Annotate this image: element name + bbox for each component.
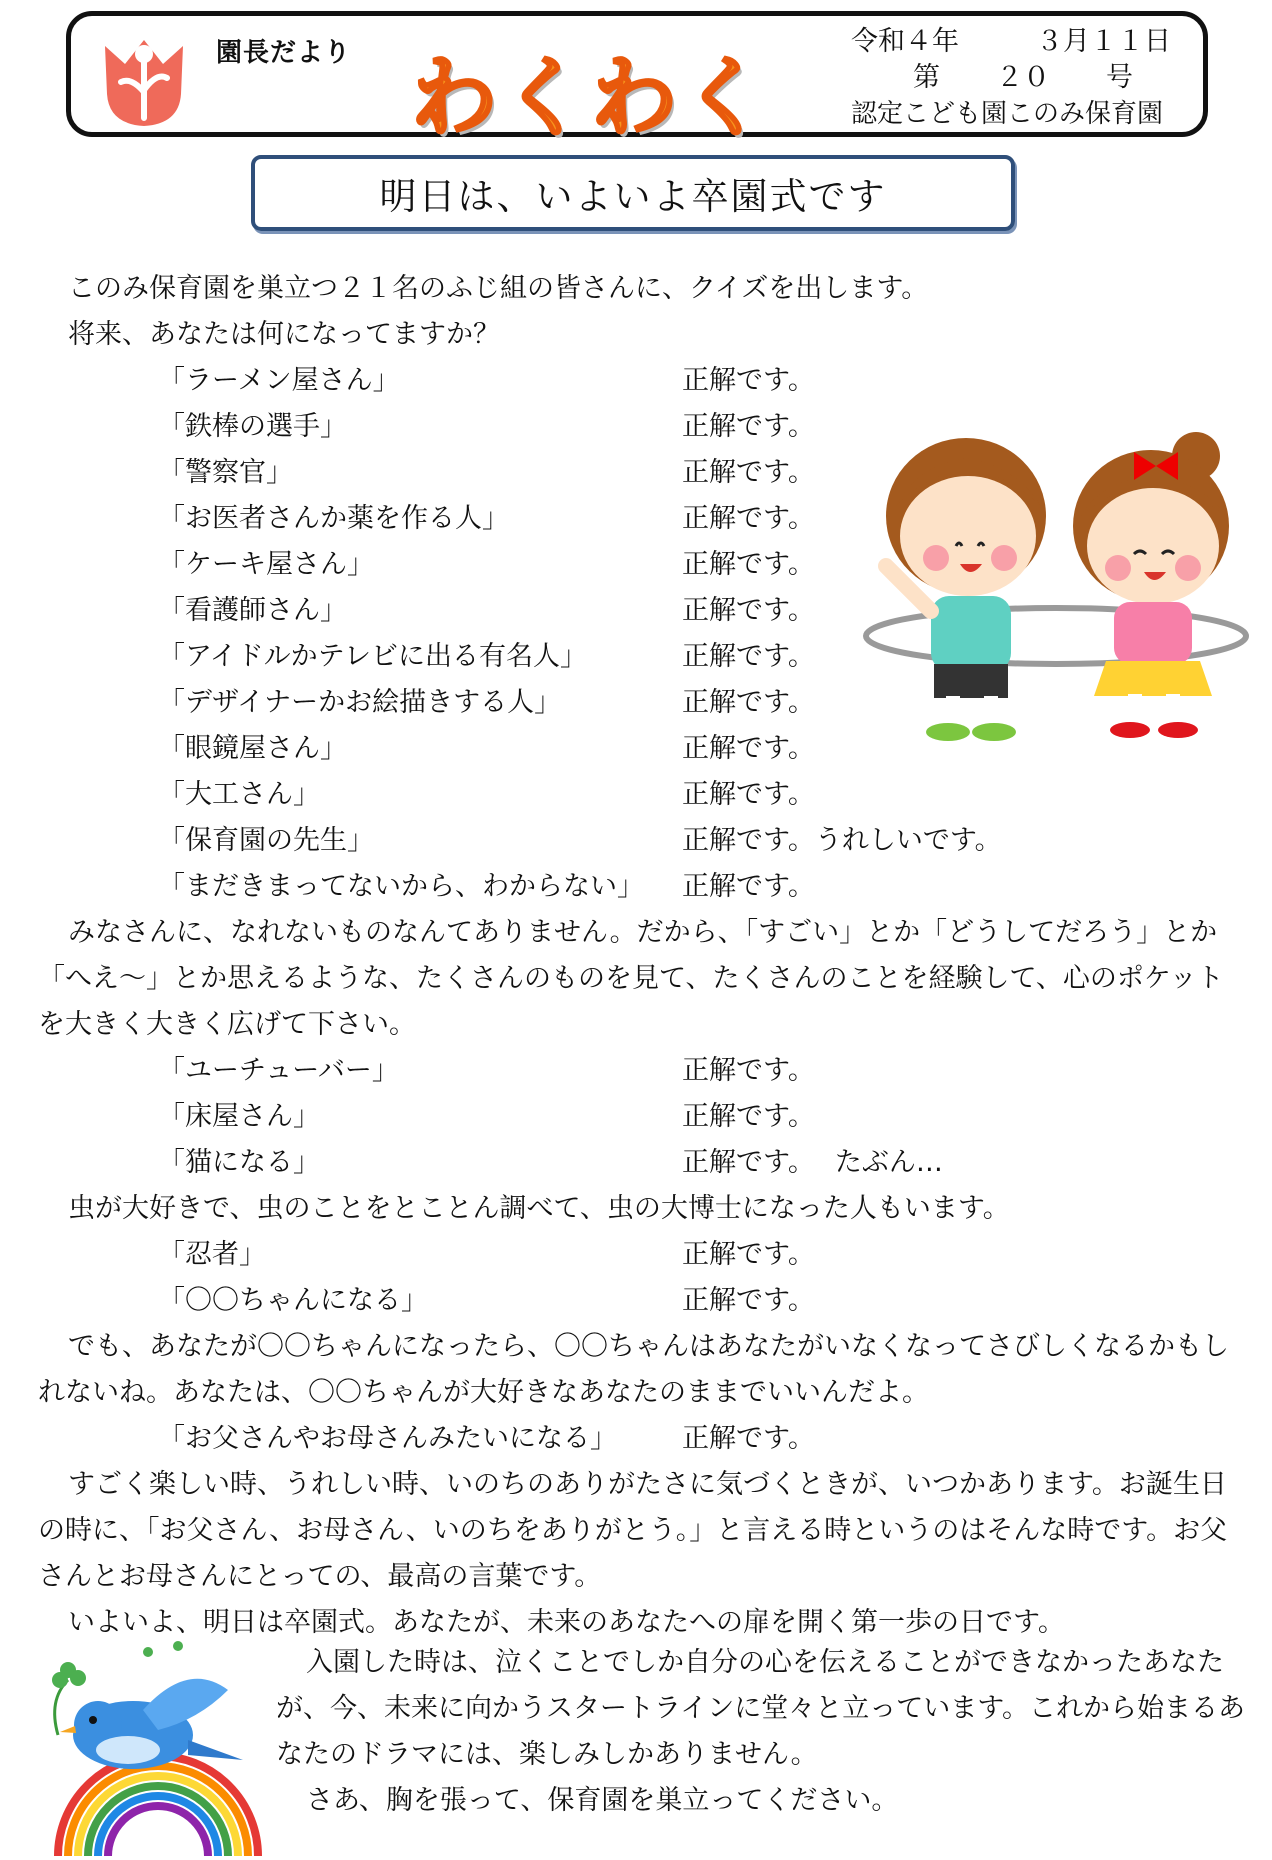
answer-row bbox=[38, 1094, 1248, 1140]
answer-response: 正解です。 bbox=[682, 365, 815, 396]
answer-question: 「大工さん」 bbox=[158, 779, 320, 810]
answer-response: 正解です。 bbox=[682, 595, 815, 626]
issue-date: ３月１１日 bbox=[1036, 26, 1171, 57]
issue-number: ２０ bbox=[996, 62, 1050, 93]
answer-question: 「鉄棒の選手」 bbox=[158, 411, 347, 442]
answer-response: 正解です。 bbox=[682, 503, 815, 534]
answer-response: 正解です。 bbox=[682, 641, 815, 672]
answer-response: 正解です。うれしいです。 bbox=[682, 825, 1002, 856]
answer-response: 正解です。 bbox=[682, 733, 815, 764]
issue-suffix: 号 bbox=[1106, 62, 1133, 93]
answer-question: 「保育園の先生」 bbox=[158, 825, 374, 856]
closing-paragraph: さあ、胸を張って、保育園を巣立ってください。 bbox=[306, 1785, 899, 1816]
issue-prefix: 第 bbox=[913, 62, 940, 93]
answer-row bbox=[38, 1278, 1248, 1324]
answer-response: 正解です。 bbox=[682, 411, 815, 442]
answer-response: 正解です。 bbox=[682, 1239, 815, 1270]
paragraph: すごく楽しい時、うれしい時、いのちのありがたさに気づくときが、いつかあります。お誕生日の時に、「お父さん、お母さん、いのちをありがとう。」と言える時というのはそんな時です。お父さんとお母さんにとっての、最高の言葉です。 bbox=[38, 1469, 1228, 1592]
newsletter-header bbox=[66, 11, 1208, 148]
answer-row bbox=[38, 1140, 1248, 1186]
paragraph: 虫が大好きで、虫のことをとことん調べて、虫の大博士になった人もいます。 bbox=[68, 1193, 1010, 1224]
answer-response: 正解です。 bbox=[682, 457, 815, 488]
answer-response: 正解です。 bbox=[682, 779, 815, 810]
answer-row bbox=[38, 1232, 1248, 1278]
paragraph: いよいよ、明日は卒園式。あなたが、未来のあなたへの扉を開く第一歩の日です。 bbox=[68, 1607, 1065, 1638]
newsletter-title: わくわく bbox=[411, 48, 771, 148]
answer-response: 正解です。 bbox=[682, 1285, 815, 1316]
answer-row bbox=[38, 864, 1248, 910]
answer-response: 正解です。 bbox=[682, 871, 815, 902]
answer-question: 「お父さんやお母さんみたいになる」 bbox=[158, 1423, 617, 1454]
answer-row bbox=[38, 1048, 1248, 1094]
answer-response: 正解です。 bbox=[682, 687, 815, 718]
answer-question: 「床屋さん」 bbox=[158, 1101, 320, 1132]
answer-question: 「ユーチューバー」 bbox=[158, 1055, 399, 1086]
answer-question: 「デザイナーかお絵描きする人」 bbox=[158, 687, 562, 718]
bluebird-rainbow-illustration bbox=[38, 1640, 263, 1856]
intro-line: 将来、あなたは何になってますか？ bbox=[68, 319, 500, 350]
closing-paragraph: 入園した時は、泣くことでしか自分の心を伝えることができなかったあなたが、今、未来に向かうスタートラインに堂々と立っています。これから始まるあなたのドラマには、楽しみしかありません。 bbox=[276, 1647, 1246, 1770]
answer-row bbox=[38, 818, 1248, 864]
answer-question: 「忍者」 bbox=[158, 1239, 266, 1270]
answer-question: 「ケーキ屋さん」 bbox=[158, 549, 374, 580]
answer-question: 「警察官」 bbox=[158, 457, 293, 488]
answer-response: 正解です。 bbox=[682, 1147, 815, 1178]
answer-extra: たぶん… bbox=[834, 1147, 943, 1178]
answer-response: 正解です。 bbox=[682, 1101, 815, 1132]
issue-info bbox=[851, 24, 1181, 132]
answer-question: 「アイドルかテレビに出る有名人」 bbox=[158, 641, 588, 672]
headline: 明日は、いよいよ卒園式です bbox=[251, 155, 1015, 231]
answer-question: 「ラーメン屋さん」 bbox=[158, 365, 400, 396]
answer-question: 「眼鏡屋さん」 bbox=[158, 733, 347, 764]
answer-question: 「看護師さん」 bbox=[158, 595, 347, 626]
answer-question: 「お医者さんか薬を作る人」 bbox=[158, 503, 509, 534]
answer-question: 「まだきまってないから、わからない」 bbox=[158, 871, 644, 902]
closing-message bbox=[276, 1640, 1248, 1824]
issue-year: 令和４年 bbox=[851, 26, 959, 57]
children-hula-hoop-illustration bbox=[856, 396, 1256, 766]
newsletter-label: 園長だより bbox=[216, 38, 352, 68]
answer-question: 「猫になる」 bbox=[158, 1147, 320, 1178]
answer-response: 正解です。 bbox=[682, 1055, 815, 1086]
paragraph: みなさんに、なれないものなんてありません。だから、「すごい」とか「どうしてだろう」とか「へえ～」とか思えるような、たくさんのものを見て、たくさんのことを経験して、心のポケットを大きく大きく広げて下さい。 bbox=[38, 917, 1224, 1040]
answer-question: 「〇〇ちゃんになる」 bbox=[158, 1285, 428, 1316]
intro-line: このみ保育園を巣立つ２１名のふじ組の皆さんに、クイズを出します。 bbox=[68, 273, 929, 304]
paragraph: でも、あなたが〇〇ちゃんになったら、〇〇ちゃんはあなたがいなくなってさびしくなるかもしれないね。あなたは、〇〇ちゃんが大好きなあなたのままでいいんだよ。 bbox=[38, 1331, 1229, 1408]
answer-row bbox=[38, 772, 1248, 818]
answer-row bbox=[38, 1416, 1248, 1462]
tulip-logo-icon bbox=[101, 32, 187, 128]
answer-response: 正解です。 bbox=[682, 1423, 815, 1454]
organization-name: 認定こども園このみ保育園 bbox=[851, 99, 1164, 129]
answer-response: 正解です。 bbox=[682, 549, 815, 580]
